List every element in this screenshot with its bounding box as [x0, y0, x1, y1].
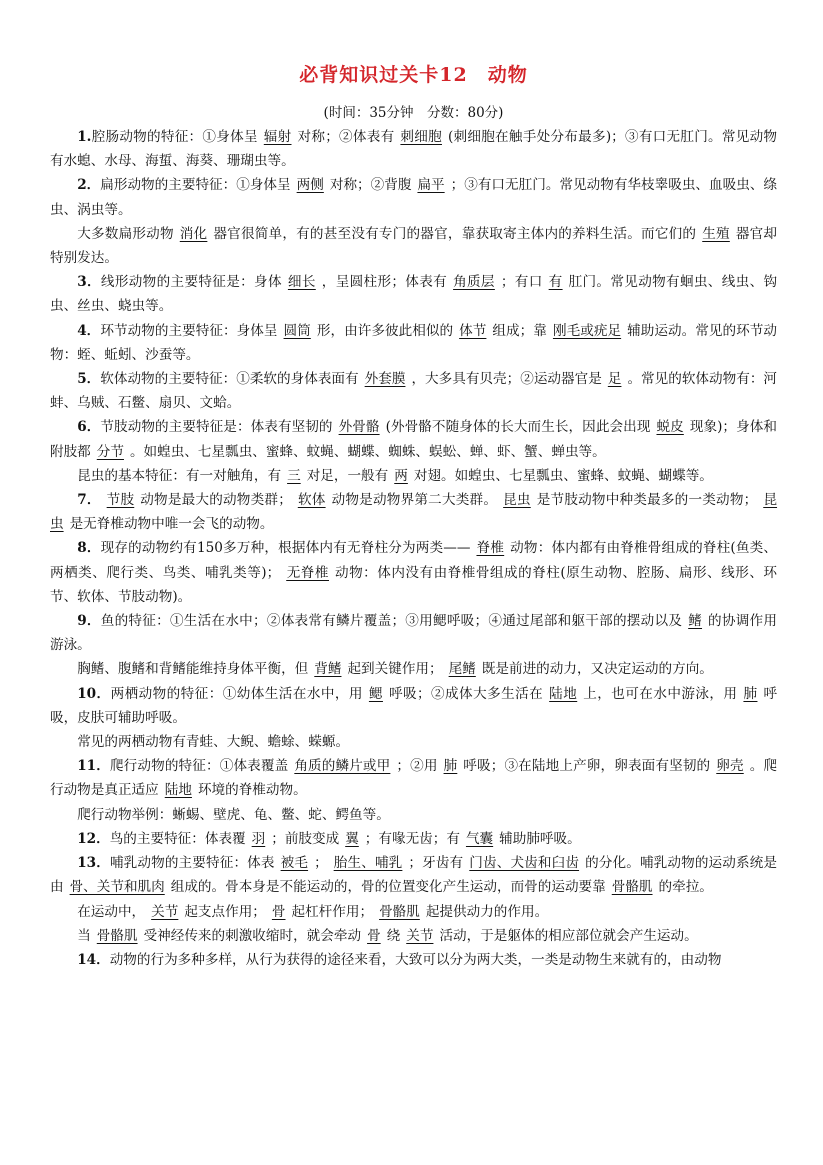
text-run: ；②用	[396, 758, 438, 775]
answer-blank: 骨骼肌	[96, 927, 138, 944]
answer-blank: 细长	[287, 274, 316, 291]
answer-blank: 节肢	[106, 492, 135, 509]
text-run: 。如蝗虫、七星瓢虫、蜜蜂、蚊蝇、蝴蝶、蜘蛛、蜈蚣、蝉、虾、蟹、蝉虫等。	[129, 443, 606, 460]
answer-blank: 三	[287, 467, 301, 484]
paragraph	[50, 367, 777, 415]
text-run: 。常见的软体动物有：河蚌、乌贼、石鳖、扇贝、文蛤。	[50, 371, 778, 412]
text-run: 的协调作用游泳。	[50, 613, 777, 654]
text-run: 节肢动物的主要特征是：体表有坚韧的	[100, 419, 333, 436]
text-run: 胸鳍、腹鳍和背鳍能维持身体平衡，但	[77, 661, 309, 678]
answer-blank: 软体	[297, 492, 326, 509]
paragraph	[50, 536, 777, 609]
item-number: 3．	[77, 274, 101, 291]
answer-blank: 刺细胞	[400, 129, 442, 145]
answer-blank: 骨、关节和肌肉	[69, 879, 165, 896]
text-run: 器官却特别发达。	[50, 225, 778, 267]
text-run: 受神经传来的刺激收缩时，就会牵动	[143, 927, 362, 944]
text-run: ；牙齿有	[408, 855, 464, 872]
text-run: 呼吸，皮肤可辅助呼吸。	[50, 685, 778, 726]
paragraph	[50, 173, 777, 221]
paragraph	[50, 609, 777, 657]
answer-blank: 蜕皮	[656, 419, 684, 436]
paragraph	[50, 415, 777, 463]
text-run: 线形动物的主要特征是：身体	[100, 274, 282, 291]
answer-blank: 脊椎	[476, 540, 505, 557]
item-number: 6．	[77, 419, 101, 436]
text-run: 的牵拉。	[658, 879, 713, 896]
item-number: 14．	[77, 951, 110, 968]
text-run: 起杠杆作用；	[291, 903, 374, 920]
text-run: 起支点作用；	[184, 903, 266, 920]
answer-blank: 肺	[743, 685, 758, 702]
answer-blank: 气囊	[465, 830, 494, 847]
answer-blank: 骨骼肌	[379, 903, 420, 920]
text-run: 动物：体内都有由脊椎骨组成的脊柱(鱼类、两栖类、爬行类、鸟类、哺乳类等)；	[50, 540, 777, 581]
answer-blank: 尾鳍	[448, 661, 476, 678]
answer-blank: 骨骼肌	[611, 879, 653, 896]
paragraph	[50, 682, 777, 730]
answer-blank: 鳍	[688, 613, 703, 630]
text-run: 扁形动物的主要特征：①身体呈	[100, 177, 291, 194]
answer-blank: 卵壳	[716, 758, 744, 775]
text-run: 是无脊椎动物中唯一会飞的动物。	[69, 516, 274, 533]
document-body	[50, 125, 777, 972]
text-run: 辅助运动。常见的环节动物：蛭、蚯蚓、沙蚕等。	[50, 322, 778, 363]
answer-blank: 陆地	[164, 782, 192, 799]
answer-blank: 门齿、犬齿和臼齿	[469, 855, 580, 872]
answer-blank: 外骨骼	[338, 419, 380, 436]
answer-blank: 翼	[345, 830, 359, 847]
answer-blank: 体节	[459, 322, 487, 339]
answer-blank: 关节	[151, 903, 179, 920]
paragraph	[50, 488, 777, 536]
page-title: 必背知识过关卡12 动物	[299, 64, 528, 86]
paragraph	[50, 270, 777, 318]
text-run: 肛门。常见动物有蛔虫、线虫、钩虫、丝虫、蛲虫等。	[50, 274, 778, 315]
item-number: 7．	[77, 492, 101, 509]
text-run: 动物是最大的动物类群；	[140, 492, 292, 509]
text-run: (刺细胞在触手处分布最多)；③有口无肛门。常见动物有水螅、水母、海蜇、海葵、珊瑚虫等。	[50, 129, 778, 170]
item-number: 10．	[77, 685, 111, 702]
text-run: ，呈圆柱形；体表有	[321, 274, 448, 291]
answer-blank: 羽	[251, 830, 266, 847]
text-run: 绕	[386, 927, 401, 944]
answer-blank: 关节	[406, 927, 434, 944]
text-run: 呼吸；③在陆地上产卵，卵表面有坚韧的	[463, 758, 711, 775]
text-run: 的分化。哺乳动物的运动系统是由	[50, 855, 778, 896]
answer-blank: 足	[607, 371, 622, 388]
answer-blank: 消化	[179, 225, 208, 242]
item-number: 2．	[77, 177, 101, 194]
text-run: 哺乳动物的主要特征：体表	[109, 855, 275, 872]
text-run: ；有喙无齿；有	[364, 830, 460, 847]
answer-blank: 扁平	[417, 177, 445, 194]
answer-blank: 昆虫	[503, 492, 531, 509]
answer-blank: 角质层	[453, 274, 495, 291]
text-run: 环节动物的主要特征：身体呈	[100, 322, 278, 339]
text-run: 上，也可在水中游泳，用	[583, 685, 738, 702]
text-run: 起到关键作用；	[347, 661, 443, 678]
paragraph	[50, 464, 777, 488]
text-run: 器官很简单，有的甚至没有专门的器官，靠获取寄主体内的养料生活。而它们的	[213, 225, 697, 242]
text-run: 既是前进的动力，又决定运动的方向。	[481, 661, 713, 678]
text-run: 动物：体内没有由脊椎骨组成的脊柱(原生动物、腔肠、扁形、线形、环节、软体、节肢动物)。	[50, 564, 777, 605]
answer-blank: 有	[548, 274, 563, 291]
item-number: 8．	[77, 540, 101, 557]
item-number: 5．	[77, 371, 101, 388]
text-run: 鱼的特征：①生活在水中；②体表常有鳞片覆盖；③用鳃呼吸；④通过尾部和躯干部的摆动以及	[100, 613, 683, 630]
answer-blank: 胎生、哺乳	[333, 855, 403, 872]
item-number: 9．	[77, 613, 101, 630]
text-run: 是节肢动物中种类最多的一类动物；	[536, 492, 758, 509]
text-run: 呼吸；②成体大多生活在	[388, 685, 544, 702]
paragraph	[50, 948, 777, 972]
answer-blank: 分节	[96, 443, 124, 460]
paragraph	[50, 803, 777, 827]
answer-blank: 无脊椎	[286, 564, 329, 581]
text-run: 动物的行为多种多样，从行为获得的途径来看，大致可以分为两大类，一类是动物生来就有的，由动物	[109, 951, 722, 968]
answer-blank: 两	[394, 467, 408, 484]
paragraph	[50, 851, 777, 899]
text-run: ；有口	[500, 274, 543, 291]
answer-blank: 两侧	[296, 177, 324, 194]
text-run: 对翅。如蝗虫、七星瓢虫、蜜蜂、蚊蝇、蝴蝶等。	[413, 467, 713, 484]
text-run: 在运动中，	[77, 903, 146, 920]
text-run: ；前肢变成	[271, 830, 340, 847]
answer-blank: 刚毛或疣足	[552, 322, 622, 339]
paragraph	[50, 125, 777, 173]
item-number: 1.	[77, 129, 92, 145]
text-run: 爬行动物的特征：①体表覆盖	[109, 758, 289, 775]
text-run: 辅助肺呼吸。	[499, 830, 581, 847]
answer-blank: 圆筒	[283, 322, 311, 339]
text-run: 组成；靠	[492, 322, 547, 339]
item-number: 13．	[77, 855, 110, 872]
item-number: 4．	[77, 322, 101, 339]
paragraph	[50, 827, 777, 851]
text-run: 昆虫的基本特征：有一对触角，有	[77, 467, 282, 484]
answer-blank: 生殖	[702, 225, 730, 242]
text-run: 起提供动力的作用。	[425, 903, 549, 920]
text-run: 对称；②背腹	[329, 177, 412, 194]
text-run: 鸟的主要特征：体表覆	[109, 830, 246, 847]
text-run: 腔肠动物的特征：①身体呈	[91, 129, 258, 145]
text-run: 现存的动物约有150多万种，根据体内有无脊柱分为两类——	[100, 540, 471, 557]
text-run: 爬行动物举例：蜥蜴、壁虎、龟、鳖、蛇、鳄鱼等。	[77, 806, 390, 823]
text-run: 形，由许多彼此相似的	[316, 322, 454, 339]
answer-blank: 角质的鳞片或甲	[294, 758, 391, 775]
answer-blank: 外套膜	[364, 371, 406, 388]
answer-blank: 被毛	[280, 855, 309, 872]
answer-blank: 鳃	[368, 685, 383, 702]
paragraph	[50, 754, 777, 802]
answer-blank: 辐射	[263, 129, 292, 145]
text-run: 活动，于是躯体的相应部位就会产生运动。	[439, 927, 698, 944]
text-run: ，大多具有贝壳；②运动器官是	[411, 371, 602, 388]
text-run: (外骨骼不随身体的长大而生长，因此会出现	[385, 419, 651, 436]
text-run: 常见的两栖动物有青蛙、大鲵、蟾蜍、蝾螈。	[77, 734, 350, 751]
answer-blank: 骨	[367, 927, 381, 944]
answer-blank: 背鳍	[314, 661, 342, 678]
text-run: 对足，一般有	[306, 467, 389, 484]
text-run: 。爬行动物是真正适应	[50, 758, 778, 799]
paragraph	[50, 319, 777, 367]
answer-blank: 肺	[443, 758, 458, 775]
answer-blank: 昆虫	[50, 492, 778, 533]
paragraph	[50, 657, 777, 681]
paragraph	[50, 900, 777, 924]
text-run: 当	[77, 927, 91, 944]
text-run: 环境的脊椎动物。	[197, 782, 307, 799]
answer-blank: 骨	[271, 903, 286, 920]
paragraph	[50, 730, 777, 754]
text-run: 两栖动物的特征：①幼体生活在水中，用	[110, 685, 363, 702]
text-run: 动物是动物界第二大类群。	[331, 492, 498, 509]
paragraph	[50, 222, 777, 270]
answer-blank: 陆地	[549, 685, 578, 702]
text-run: 对称；②体表有	[297, 129, 395, 145]
text-run: 组成的。骨本身是不能运动的，骨的位置变化产生运动，而骨的运动要靠	[170, 879, 606, 896]
text-run: 软体动物的主要特征：①柔软的身体表面有	[100, 371, 359, 388]
page-subtitle: (时间：35分钟 分数：80分)	[323, 105, 504, 121]
paragraph	[50, 924, 777, 948]
text-run: 现象)；身体和附肢都	[50, 419, 778, 460]
item-number: 12．	[77, 830, 110, 847]
text-run: ；	[314, 855, 328, 872]
text-run: ；③有口无肛门。常见动物有华枝睾吸虫、血吸虫、绦虫、涡虫等。	[50, 177, 778, 218]
text-run: 大多数扁形动物	[77, 225, 174, 242]
item-number: 11．	[77, 758, 110, 775]
